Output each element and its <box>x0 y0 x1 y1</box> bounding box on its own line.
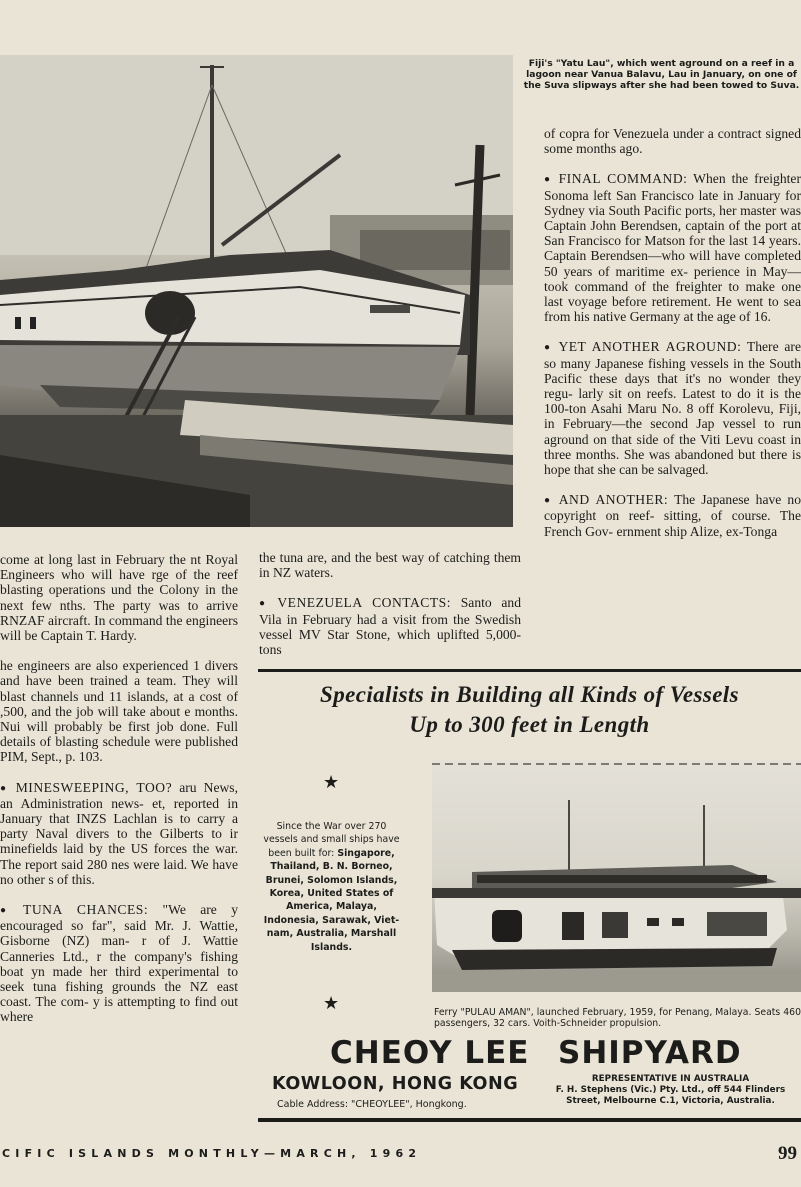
bullet-icon: ● <box>0 782 10 794</box>
column-1 <box>0 552 238 1040</box>
paragraph: of copra for Venezuela under a contract signed some months ago. <box>544 126 801 157</box>
ad-bottom-rule <box>258 1118 801 1122</box>
paragraph <box>544 492 801 539</box>
ad-headline <box>258 680 801 740</box>
bullet-icon: ● <box>544 174 553 186</box>
page-number: 99 <box>778 1143 797 1164</box>
star-icon: ★ <box>323 772 340 792</box>
company-name: CHEOY LEE <box>330 1035 530 1071</box>
cable-address: Cable Address: "CHEOYLEE", Hongkong. <box>277 1099 467 1110</box>
bullet-icon: ● <box>259 598 272 610</box>
paragraph-text: aru News, an Administration news- et, reported in January that INZS Lachlan is to carry a party Naval divers to the Gilberts to ir minefields laid by the US forces the war. The report said 280 nes were laid. We have no other s of this. <box>0 779 238 887</box>
paragraph-text: "We are y encouraged so far", said Mr. J. Wattie, Gisborne (NZ) man- r of J. Wattie Canneries Ltd., r the company's fishing boat yn made her third experimental to seek tuna fishing grounds the NZ east coast. The com- y is attempting to find out where <box>0 902 238 1025</box>
masthead: CIFIC ISLANDS MONTHLY—MARCH, 1962 <box>2 1147 422 1160</box>
paragraph: come at long last in February the nt Royal Engineers who will have rge of the reef blasting operations und the Colony in the next few nths. The party was to arrive RNZAF aircraft. In command the engineers will be Captain T. Hardy. <box>0 552 238 644</box>
representative-heading: REPRESENTATIVE IN AUSTRALIA <box>591 1074 750 1084</box>
paragraph <box>544 339 801 477</box>
photo-caption: Fiji's "Yatu Lau", which went aground on a reef in a lagoon near Vanua Balavu, Lau in January, on one of the Suva slipways after she had been towed to Suva. <box>523 58 800 92</box>
ferry-image <box>432 760 801 992</box>
section-heading: MINESWEEPING, TOO? <box>15 779 173 795</box>
ad-headline-line-2: Up to 300 feet in Length <box>409 712 650 737</box>
section-heading: VENEZUELA CONTACTS: <box>277 595 452 611</box>
page-footer <box>0 1145 801 1167</box>
ferry-caption: Ferry "PULAU AMAN", launched February, 1959, for Penang, Malaya. Seats 460 passengers, 32 cars. Voith-Schneider propulsion. <box>434 1007 801 1029</box>
ad-blurb <box>259 820 404 954</box>
company-location: KOWLOON, HONG KONG <box>272 1074 519 1094</box>
ad-headline-line-1: Specialists in Building all Kinds of Vessels <box>320 682 739 707</box>
section-heading: AND ANOTHER: <box>558 492 669 508</box>
ad-blurb-countries: Singapore, Thailand, B. N. Borneo, Brunei, Solomon Islands, Korea, United States of America, Malaya, Indonesia, Sarawak, Viet-nam, Australia, Marshall Islands. <box>263 847 400 953</box>
section-heading: YET ANOTHER AGROUND: <box>558 339 742 355</box>
company-name-shipyard: SHIPYARD <box>558 1035 742 1071</box>
paragraph: the tuna are, and the best way of catching them in NZ waters. <box>259 550 521 581</box>
paragraph-text: There are so many Japanese fishing vessels in the South Pacific these days that it's no wonder they regu- larly sit on reefs. Latest to do it is the 100-ton Asahi Maru No. 8 off Korolevu, Fiji, in February—the second Jap vessel to run aground on that side of the Viti Levu coast in three months. She was abandoned but there is hope that she can be salvaged. <box>544 339 801 478</box>
section-heading: FINAL COMMAND: <box>558 171 688 187</box>
paragraph <box>0 902 238 1025</box>
bullet-icon: ● <box>0 905 18 917</box>
paragraph <box>259 595 521 657</box>
paragraph <box>544 171 801 324</box>
bullet-icon: ● <box>544 495 553 507</box>
ad-blurb-intro: Since the War over 270 vessels and small ships have been built for: <box>263 821 400 859</box>
vessel-on-slipway-image <box>0 55 513 527</box>
paragraph-text: The Japanese have no copyright on reef- sitting, of course. The French Gov- ernment ship Alize, ex-Tonga <box>544 492 801 539</box>
bullet-icon: ● <box>544 342 553 354</box>
ad-top-rule <box>258 669 801 672</box>
section-heading: TUNA CHANCES: <box>23 902 149 918</box>
representative-line: F. H. Stephens (Vic.) Pty. Ltd., off 544 Flinders <box>555 1085 786 1095</box>
paragraph-text: Santo and Vila in February had a visit from the Swedish vessel MV Star Stone, which uplifted 5,000-tons <box>259 595 522 658</box>
representative-info <box>540 1074 801 1107</box>
star-icon: ★ <box>323 993 340 1013</box>
slipway-photo <box>0 55 513 527</box>
representative-line: Street, Melbourne C.1, Victoria, Australia. <box>566 1096 775 1106</box>
paragraph <box>0 780 238 887</box>
ferry-photo <box>432 760 801 992</box>
paragraph: he engineers are also experienced 1 divers and have been trained a team. They will blast channels und 11 islands, at a cost of ,500, and the job will take about e months. Nui will probably be first job done. Full details of blasting schedule were published PIM, Sept., p. 103. <box>0 658 238 765</box>
paragraph-text: When the freighter Sonoma left San Francisco late in January for Sydney via South Pacific ports, her master was Captain John Berendsen, captain of the port at San Francisco for Matson for the last 14 years. Captain Berendsen—who will have completed 50 years of maritime ex- perience in May—took command of the freighter to make one last voyage before retirement. He went to sea from his native Germany at the age of 16. <box>544 171 801 325</box>
column-3 <box>544 126 801 554</box>
column-2 <box>259 550 521 672</box>
